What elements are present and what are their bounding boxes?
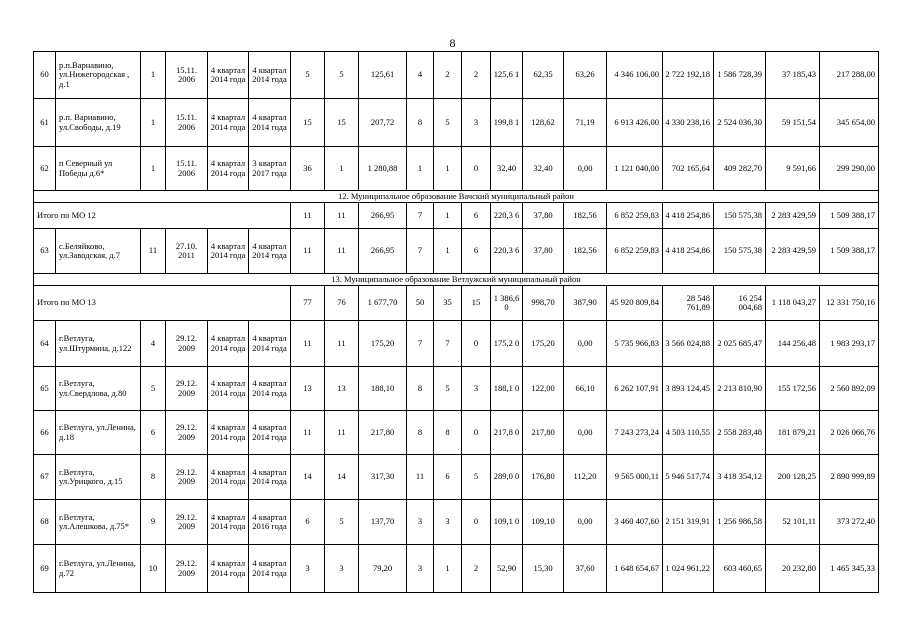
- cell-r1: 7: [407, 321, 434, 367]
- cell-r3: 15: [462, 286, 491, 321]
- cell-m2: 2 722 192,18: [663, 52, 714, 99]
- cell-r2: 5: [434, 99, 462, 147]
- table-row: [34, 229, 879, 274]
- cell-m2: 28 548 761,89: [663, 286, 714, 321]
- cell-a3: 32,40: [523, 147, 564, 191]
- cell-m5: 1 983 293,17: [820, 321, 879, 367]
- cell-r2: 1: [434, 229, 462, 274]
- cell-c1: 1: [141, 99, 166, 147]
- cell-date: 29.12. 2009: [166, 545, 208, 593]
- cell-m4: 2 283 429,59: [766, 229, 820, 274]
- cell-a4: 63,26: [564, 52, 607, 99]
- cell-a4: 37,60: [564, 545, 607, 593]
- cell-m4: 181 879,21: [766, 411, 820, 455]
- cell-p2: 13: [325, 367, 359, 411]
- cell-a2: 217,8 0: [491, 411, 523, 455]
- cell-addr: г.Ветлуга, ул.Ленина, д.72: [56, 545, 141, 593]
- cell-c1: 1: [141, 147, 166, 191]
- cell-m1: 3 460 407,60: [607, 500, 663, 545]
- cell-area: 207,72: [359, 99, 407, 147]
- cell-m5: 1 465 345,33: [820, 545, 879, 593]
- cell-a4: 0,00: [564, 147, 607, 191]
- cell-area: 217,80: [359, 411, 407, 455]
- cell-p1: 6: [291, 500, 325, 545]
- cell-m3: 2 213 810,90: [714, 367, 766, 411]
- cell-r1: 7: [407, 203, 434, 229]
- cell-p2: 76: [325, 286, 359, 321]
- cell-r2: 1: [434, 147, 462, 191]
- cell-q2: 4 квартал 2014 года: [249, 321, 291, 367]
- cell-c1: 9: [141, 500, 166, 545]
- cell-q1: 4 квартал 2014 года: [208, 147, 249, 191]
- cell-num: 60: [34, 52, 56, 99]
- cell-r1: 3: [407, 500, 434, 545]
- cell-m1: 7 243 273,24: [607, 411, 663, 455]
- cell-p1: 5: [291, 52, 325, 99]
- cell-a3: 37,80: [523, 203, 564, 229]
- section-header-row: [34, 274, 879, 286]
- cell-date: 27.10. 2011: [166, 229, 208, 274]
- cell-q1: 4 квартал 2014 года: [208, 500, 249, 545]
- cell-m3: 1 256 986,58: [714, 500, 766, 545]
- cell-a2: 175,2 0: [491, 321, 523, 367]
- subtotal-row: [34, 203, 879, 229]
- cell-r3: 0: [462, 321, 491, 367]
- cell-m4: 9 591,66: [766, 147, 820, 191]
- cell-a4: 112,20: [564, 455, 607, 500]
- cell-a4: 0,00: [564, 321, 607, 367]
- cell-q1: 4 квартал 2014 года: [208, 321, 249, 367]
- table-row: [34, 545, 879, 593]
- cell-p2: 11: [325, 229, 359, 274]
- cell-m4: 200 128,25: [766, 455, 820, 500]
- cell-m4: 144 256,48: [766, 321, 820, 367]
- cell-q1: 4 квартал 2014 года: [208, 411, 249, 455]
- cell-r2: 3: [434, 500, 462, 545]
- cell-r1: 8: [407, 411, 434, 455]
- cell-m2: 4 418 254,86: [663, 229, 714, 274]
- cell-a4: 0,00: [564, 411, 607, 455]
- cell-m5: 345 654,00: [820, 99, 879, 147]
- cell-q2: 3 квартал 2017 года: [249, 147, 291, 191]
- cell-m2: 4 503 110,55: [663, 411, 714, 455]
- cell-p2: 14: [325, 455, 359, 500]
- cell-a4: 71,19: [564, 99, 607, 147]
- cell-q1: 4 квартал 2014 года: [208, 545, 249, 593]
- cell-r1: 3: [407, 545, 434, 593]
- cell-m5: 217 288,00: [820, 52, 879, 99]
- cell-area: 125,61: [359, 52, 407, 99]
- table-row: [34, 52, 879, 99]
- cell-addr: с.Беляйково, ул.Заводская, д.7: [56, 229, 141, 274]
- cell-m1: 4 346 106,00: [607, 52, 663, 99]
- cell-a2: 1 386,6 0: [491, 286, 523, 321]
- cell-m1: 5 735 966,83: [607, 321, 663, 367]
- cell-a4: 182,56: [564, 203, 607, 229]
- cell-r3: 0: [462, 411, 491, 455]
- cell-a3: 175,20: [523, 321, 564, 367]
- cell-m2: 3 566 024,88: [663, 321, 714, 367]
- section-header-row: [34, 191, 879, 203]
- cell-addr: р.п.Варнавино, ул.Нижегородская , д.1: [56, 52, 141, 99]
- cell-m2: 1 024 961,22: [663, 545, 714, 593]
- cell-m5: 2 890 999,89: [820, 455, 879, 500]
- cell-date: 29.12. 2009: [166, 321, 208, 367]
- cell-date: 29.12. 2009: [166, 367, 208, 411]
- cell-m3: 150 575,38: [714, 203, 766, 229]
- cell-a3: 37,80: [523, 229, 564, 274]
- cell-area: 188,10: [359, 367, 407, 411]
- cell-m3: 409 282,70: [714, 147, 766, 191]
- section-title: 13. Муниципальное образование Ветлужский муниципальный район: [34, 274, 879, 286]
- table-row: [34, 367, 879, 411]
- cell-m2: 5 946 517,74: [663, 455, 714, 500]
- table-row: [34, 455, 879, 500]
- cell-m1: 6 262 107,91: [607, 367, 663, 411]
- cell-area: 266,95: [359, 203, 407, 229]
- cell-a2: 52,90: [491, 545, 523, 593]
- cell-q1: 4 квартал 2014 года: [208, 229, 249, 274]
- cell-a2: 220,3 6: [491, 229, 523, 274]
- cell-r3: 2: [462, 545, 491, 593]
- cell-q1: 4 квартал 2014 года: [208, 99, 249, 147]
- cell-r3: 0: [462, 500, 491, 545]
- cell-q2: 4 квартал 2014 года: [249, 367, 291, 411]
- table-row: [34, 147, 879, 191]
- cell-r2: 7: [434, 321, 462, 367]
- cell-m3: 16 254 004,68: [714, 286, 766, 321]
- cell-m4: 155 172,56: [766, 367, 820, 411]
- cell-m1: 45 920 809,84: [607, 286, 663, 321]
- cell-addr: п Северный ул Победы д.6*: [56, 147, 141, 191]
- cell-a2: 220,3 6: [491, 203, 523, 229]
- cell-r3: 3: [462, 367, 491, 411]
- cell-a4: 387,90: [564, 286, 607, 321]
- cell-addr: г.Ветлуга, ул.Алешкова, д.75*: [56, 500, 141, 545]
- cell-a4: 66,10: [564, 367, 607, 411]
- cell-p2: 11: [325, 321, 359, 367]
- cell-m1: 1 121 040,00: [607, 147, 663, 191]
- cell-p2: 11: [325, 203, 359, 229]
- cell-a3: 176,80: [523, 455, 564, 500]
- cell-m3: 150 575,38: [714, 229, 766, 274]
- cell-q1: 4 квартал 2014 года: [208, 52, 249, 99]
- cell-area: 317,30: [359, 455, 407, 500]
- cell-a2: 289,0 0: [491, 455, 523, 500]
- subtotal-row: [34, 286, 879, 321]
- cell-c1: 6: [141, 411, 166, 455]
- cell-r2: 6: [434, 455, 462, 500]
- cell-p2: 5: [325, 500, 359, 545]
- cell-r3: 6: [462, 229, 491, 274]
- table-row: [34, 411, 879, 455]
- cell-area: 79,20: [359, 545, 407, 593]
- cell-a3: 217,80: [523, 411, 564, 455]
- cell-p2: 15: [325, 99, 359, 147]
- cell-r1: 1: [407, 147, 434, 191]
- cell-c1: 10: [141, 545, 166, 593]
- cell-m4: 37 185,43: [766, 52, 820, 99]
- cell-m1: 6 852 259,83: [607, 203, 663, 229]
- cell-p1: 11: [291, 229, 325, 274]
- cell-c1: 1: [141, 52, 166, 99]
- cell-r2: 1: [434, 545, 462, 593]
- cell-m5: 2 026 066,76: [820, 411, 879, 455]
- cell-num: 65: [34, 367, 56, 411]
- cell-a3: 62,35: [523, 52, 564, 99]
- cell-r2: 5: [434, 367, 462, 411]
- cell-date: 15.11. 2006: [166, 147, 208, 191]
- cell-c1: 11: [141, 229, 166, 274]
- cell-r2: 35: [434, 286, 462, 321]
- cell-a2: 125,6 1: [491, 52, 523, 99]
- cell-a4: 0,00: [564, 500, 607, 545]
- cell-m3: 603 460,65: [714, 545, 766, 593]
- cell-m5: 1 509 388,17: [820, 203, 879, 229]
- cell-p1: 14: [291, 455, 325, 500]
- cell-num: 69: [34, 545, 56, 593]
- cell-area: 1 280,88: [359, 147, 407, 191]
- cell-addr: г.Ветлуга, ул.Урицкого, д.15: [56, 455, 141, 500]
- cell-a3: 122,00: [523, 367, 564, 411]
- cell-p1: 11: [291, 411, 325, 455]
- cell-m1: 6 913 426,00: [607, 99, 663, 147]
- cell-q1: 4 квартал 2014 года: [208, 455, 249, 500]
- cell-area: 1 677,70: [359, 286, 407, 321]
- subtotal-label: Итого по МО 13: [34, 286, 291, 321]
- cell-date: 15.11. 2006: [166, 99, 208, 147]
- cell-a4: 182,56: [564, 229, 607, 274]
- cell-area: 266,95: [359, 229, 407, 274]
- cell-p1: 11: [291, 321, 325, 367]
- cell-p1: 3: [291, 545, 325, 593]
- cell-c1: 8: [141, 455, 166, 500]
- cell-r3: 3: [462, 99, 491, 147]
- cell-m5: 299 290,00: [820, 147, 879, 191]
- cell-m4: 59 151,54: [766, 99, 820, 147]
- subtotal-label: Итого по МО 12: [34, 203, 291, 229]
- cell-m5: 12 331 750,16: [820, 286, 879, 321]
- cell-q1: 4 квартал 2014 года: [208, 367, 249, 411]
- cell-addr: г.Ветлуга, ул.Штурмина, д.122: [56, 321, 141, 367]
- cell-c1: 4: [141, 321, 166, 367]
- table-row: [34, 321, 879, 367]
- cell-date: 29.12. 2009: [166, 411, 208, 455]
- cell-m2: 2 151 319,91: [663, 500, 714, 545]
- cell-m2: 702 165,64: [663, 147, 714, 191]
- cell-m2: 4 330 238,16: [663, 99, 714, 147]
- cell-a3: 998,70: [523, 286, 564, 321]
- section-title: 12. Муниципальное образование Вачский муниципальный район: [34, 191, 879, 203]
- cell-m2: 4 418 254,86: [663, 203, 714, 229]
- cell-q2: 4 квартал 2014 года: [249, 455, 291, 500]
- cell-m2: 3 893 124,45: [663, 367, 714, 411]
- cell-p2: 5: [325, 52, 359, 99]
- cell-m3: 1 586 728,39: [714, 52, 766, 99]
- cell-num: 68: [34, 500, 56, 545]
- cell-m1: 1 648 654,67: [607, 545, 663, 593]
- table-row: [34, 500, 879, 545]
- cell-r3: 5: [462, 455, 491, 500]
- cell-c1: 5: [141, 367, 166, 411]
- cell-r1: 7: [407, 229, 434, 274]
- cell-p1: 11: [291, 203, 325, 229]
- cell-a2: 109,1 0: [491, 500, 523, 545]
- cell-m5: 1 509 388,17: [820, 229, 879, 274]
- cell-r1: 8: [407, 99, 434, 147]
- cell-area: 175,20: [359, 321, 407, 367]
- cell-num: 63: [34, 229, 56, 274]
- cell-num: 66: [34, 411, 56, 455]
- cell-r1: 4: [407, 52, 434, 99]
- cell-num: 67: [34, 455, 56, 500]
- cell-r2: 1: [434, 203, 462, 229]
- cell-r3: 0: [462, 147, 491, 191]
- cell-m3: 2 524 036,30: [714, 99, 766, 147]
- cell-m3: 2 558 283,48: [714, 411, 766, 455]
- cell-m4: 1 118 043,27: [766, 286, 820, 321]
- cell-a3: 109,10: [523, 500, 564, 545]
- cell-r1: 8: [407, 367, 434, 411]
- page-number: 8: [449, 36, 456, 50]
- cell-p1: 13: [291, 367, 325, 411]
- cell-q2: 4 квартал 2014 года: [249, 229, 291, 274]
- cell-m5: 2 560 892,09: [820, 367, 879, 411]
- cell-q2: 4 квартал 2014 года: [249, 99, 291, 147]
- cell-p2: 1: [325, 147, 359, 191]
- cell-date: 15.11. 2006: [166, 52, 208, 99]
- cell-m3: 2 025 685,47: [714, 321, 766, 367]
- cell-num: 61: [34, 99, 56, 147]
- cell-p2: 11: [325, 411, 359, 455]
- cell-a3: 15,30: [523, 545, 564, 593]
- cell-num: 62: [34, 147, 56, 191]
- cell-m3: 3 418 354,12: [714, 455, 766, 500]
- cell-r3: 2: [462, 52, 491, 99]
- cell-q2: 4 квартал 2014 года: [249, 545, 291, 593]
- cell-p1: 36: [291, 147, 325, 191]
- cell-p1: 15: [291, 99, 325, 147]
- table-row: [34, 99, 879, 147]
- cell-m1: 6 852 259,83: [607, 229, 663, 274]
- cell-p2: 3: [325, 545, 359, 593]
- cell-q2: 4 квартал 2014 года: [249, 52, 291, 99]
- cell-q2: 4 квартал 2016 года: [249, 500, 291, 545]
- cell-m4: 52 101,11: [766, 500, 820, 545]
- housing-program-table: [33, 51, 879, 593]
- cell-addr: р.п. Варнавино, ул.Свободы, д.19: [56, 99, 141, 147]
- cell-date: 29.12. 2009: [166, 500, 208, 545]
- cell-a2: 32,40: [491, 147, 523, 191]
- cell-area: 137,70: [359, 500, 407, 545]
- cell-a2: 199,8 1: [491, 99, 523, 147]
- cell-addr: г.Ветлуга, ул.Ленина, д.18: [56, 411, 141, 455]
- cell-m4: 2 283 429,59: [766, 203, 820, 229]
- cell-a3: 128,62: [523, 99, 564, 147]
- cell-addr: г.Ветлуга, ул.Свердлова, д.80: [56, 367, 141, 411]
- cell-a2: 188,1 0: [491, 367, 523, 411]
- cell-q2: 4 квартал 2014 года: [249, 411, 291, 455]
- cell-m4: 20 232,80: [766, 545, 820, 593]
- cell-p1: 77: [291, 286, 325, 321]
- cell-r1: 50: [407, 286, 434, 321]
- cell-r1: 11: [407, 455, 434, 500]
- cell-m1: 9 565 000,11: [607, 455, 663, 500]
- cell-r2: 2: [434, 52, 462, 99]
- cell-r3: 6: [462, 203, 491, 229]
- cell-date: 29.12. 2009: [166, 455, 208, 500]
- cell-m5: 373 272,40: [820, 500, 879, 545]
- cell-r2: 8: [434, 411, 462, 455]
- cell-num: 64: [34, 321, 56, 367]
